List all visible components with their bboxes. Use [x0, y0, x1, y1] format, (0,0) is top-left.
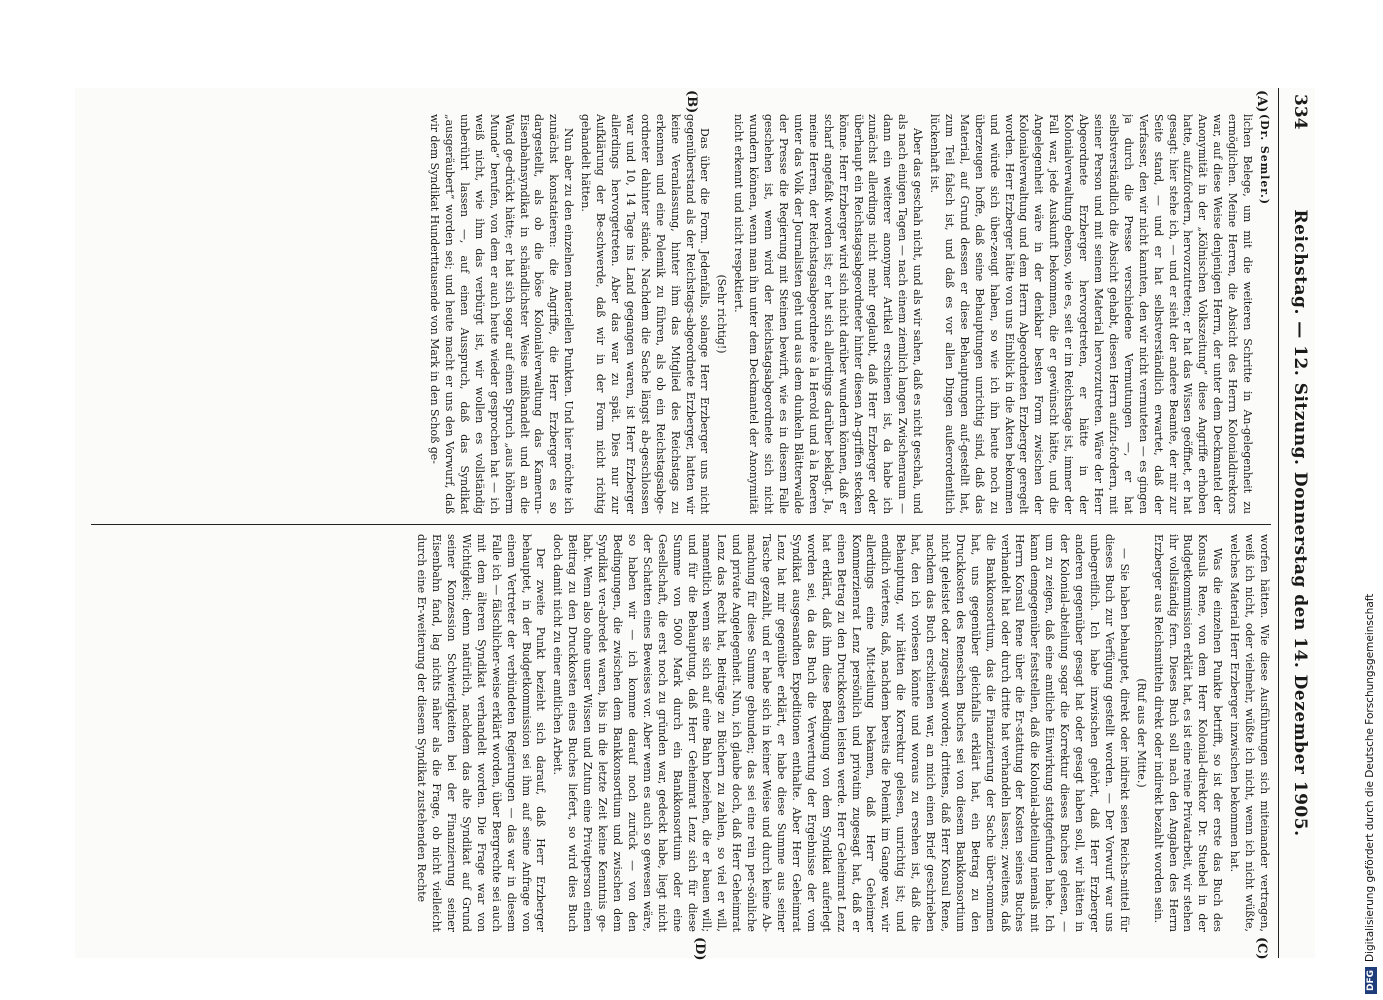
page-header: [1278, 88, 1315, 958]
dfg-logo: DFG: [1365, 967, 1377, 994]
paragraph: lichen Belege, um mit die weiteren Schritte in An-gelegenheit zu ermöglichen. Meine Herren, die Absicht des Herrn Kolonialdirektors war, auf diese Weise denjenigen Herrn, der unter dem Deckmantel der Anonymität in der „Kölnischen Volkszeitung“ diese Angriffe erhoben hatte, aufzufordern, hervorzutreten; er hat das Wissen geöffnet, er hat gesagt: hier stehe ich, — und er sieht der andere Beamte, der mir zur Seite stand, — und er hat selbstverständlich erwartet, daß der Verfasser, den wir nicht kannten, den wir nicht vermuteten — es gingen ja durch die Presse verschiedene Vermutungen —, er hat selbstverständlich die Absicht gehabt, diesen Herrn aufzu-fordern, mit seiner Person und mit seinem Material hervorzutreten. Wäre der Herr Abgeordnete Erzberger hervorgetreten, er hätte in der Kolonialverwaltung ebenso, wie es, seit er im Reichstage ist, immer der Fall war, jede Auskunft bekommen, die er gewünscht hätte, und die Angelegenheit wäre in der denkbar besten Form zwischen der Kolonialverwaltung und dem Herrn Abgeordneten Erzberger geregelt worden. Herr Erzberger hätte von uns Einblick in die Akten bekommen und würde sich über-zeugt haben, so wie ich ihn heute noch zu überzeugen hoffe, daß seine Behauptungen unrichtig sind, daß das Material, auf Grund dessen er diese Behauptungen auf-gestellt hat, zum Teil falsch ist, und daß es vor allen Dingen außerordentlich lückenhaft ist.: [928, 114, 1255, 514]
interjection: (Ruf aus der Mitte.): [1134, 678, 1148, 788]
interjection: (Sehr richtig!): [715, 274, 729, 354]
margin-mark-a: (A): [1254, 90, 1269, 113]
digitization-credit: [1364, 594, 1377, 994]
page-number: 334: [1290, 94, 1310, 130]
paragraph: — Sie haben behauptet, direkt oder indirekt seien Reichs-mittel für dieses Buch zur Verfügung gestellt worden. — Der Vorwurf war uns unbegreiflich. Ich habe inzwischen gehört, daß Herr Erzberger anderen gegenüber gesagt hat oder gesagt haben soll, wir hätten in der Kolonial-abteilung sogar die Korrektur dieses Buches gelesen, — um zu zeigen, daß eine amtliche Einwirkung stattgefunden habe. Ich kann demgegenüber feststellen, daß die Kolonial-abteilung niemals mit Herrn Konsul Rene über die Er-stattung der Kosten seines Buches verhandelt hat oder durch dritte hat verhandeln lassen; zweitens, daß die Bankkonsortium, das die Finanzierung der Sache über-nommen hat, uns gegenüber gleichfalls erklärt hat, ein Betrag zu den Druckkosten des Reneschen Buches sei von diesem Bankkonsortium nicht geleistet oder zugesagt worden; drittens, daß Herr Konsul Rene, nachdem das Buch erschienen war, an mich einen Brief geschrieben hat, den ich vorlesen könnte und woraus zu ersehen ist, daß die Behauptung, wir hätten die Korrektur gelesen, unrichtig ist; und endlich viertens, daß, nachdem bereits die Polemik im Gange war, wir allerdings eine Mit-teilung bekamen, daß Herr Geheimer Kommerzienrat Lenz persönlich und privatim zugesagt hat, daß er einen Betrag zu den Druckkosten leisten werde. Herr Geheimrat Lenz hat erklärt, daß ihm diese Bedingung von dem Syndikat auferlegt worden sei, da das Buch die Verwertung der Ergebnisse der vom Syndikat ausgesandten Expeditionen enthalte. Aber Herr Geheimrat Lenz hat mir gegenüber erklärt, er habe diese Summe aus seiner Tasche gezahlt, und er habe sich in keiner Weise und durch keine Ab-machung für diese Summe gebunden; das sei eine rein per-sönliche und private Angelegenheit. Nun, ich glaube doch, daß Herr Geheimrat Lenz das Recht hat, Beiträge zu Büchern zu zahlen, so viel er will, namentlich wenn sie sich auf eine Bahn beziehen, die er bauen will; und für die Behauptung, daß Herr Geheimrat Lenz sich für diese Summe von 5000 Mark durch ein Bankkonsortium oder eine Gesellschaft, die erst noch zu gründen war, gedeckt habe, liegt nicht der Schatten eines Beweises vor. Aber wenn es auch so gewesen wäre, so haben wir — ich komme darauf noch zurück — von den Bedingungen, die zwischen dem Bankkonsortium und zwischen dem Syndikat ver-abredet waren, bis in die letzte Zeit keine Kenntnis ge-habt. Wenn also ohne unser Wissen und Zutun eine Privatperson einen Beitrag zu den Druckkosten eines Buches liefert, so wird dies Buch doch damit nicht zu einer amtlichen Arbeit.: [551, 534, 1131, 932]
margin-mark-d: (D): [692, 937, 707, 961]
right-column: [91, 534, 1271, 932]
speaker-label: (Dr. Semler.): [1258, 114, 1271, 205]
paragraph: Was die einzelnen Punkte betrifft, so ist der erste das Buch des Konsuls Rene, von dem Herr Kolonial-direktor Dr. Stuebel in der Budgetkommission erklärt hat, es ist eine reine Privatarbeit, wir stehen ihr vollständig fern. Dieses Buch soll nach den Angaben des Herrn Erzberger aus Reichsmitteln direkt oder indirekt bezahlt worden sein.: [1151, 534, 1225, 932]
margin-mark-c: (C): [1254, 937, 1269, 960]
document-page: [75, 88, 1315, 961]
paragraph: worfen hätten. Wie diese Ausführungen sich miteinander vertragen, weiß ich nicht, oder vielmehr, wüßte ich nicht, wenn ich nicht wüßte, welches Material Herr Erzberger inzwischen bekommen hat.: [1228, 534, 1271, 932]
paragraph: Der zweite Punkt bezieht sich darauf, daß Herr Erzberger behauptet, in der Budgetkommission sei ihm auf seine Anfrage von einem Vertreter der verbündeten Regierungen — das war in diesem Falle ich — fälschlicher-weise erklärt worden, über Bergrechte sei auch mit dem älteren Syndikat verhandelt worden. Die Frage war von Wichtigkeit; denn natürlich, nachdem das alte Syndikat auf Grund seiner Konzession Schwierigkeiten bei der Finanzierung seiner Eisenbahn fand, lag nichts näher als die Frage, ob nicht vielleicht durch eine Er-weiterung der diesem Syndikat zustehenden Rechte: [415, 534, 548, 932]
page-title: Reichstag. — 12. Sitzung. Donnerstag den 14. Dezember 1905.: [1290, 209, 1310, 837]
margin-mark-b: (B): [684, 90, 699, 114]
left-column: [91, 114, 1271, 514]
column-divider: [91, 524, 1271, 525]
paragraph: Nun aber zu den einzelnen materiellen Punkten. Und hier möchte ich zunächst konstatieren: die Angriffe, die Herr Erzberger es so dargestellt, als ob die böse Kolonialverwaltung das Kamerun-Eisenbahnsyndikat in schändlichster Weise mißhandelt und an die Wand ge-drückt hätte; er hat sich sogar auf einen Spruch „aus höherm Munde“ berufen, von dem er auch heute wieder gesprochen hat — ich weiß nicht, wie ihm das verbürgt ist, wir wollen es vollständig unberührt lassen —, auf einen Ausspruch, daß das Syndikat „ausgeräubert“ worden sei; und heute macht er uns den Vorwurf, daß wir dem Syndikat Hunderttausende von Mark in den Schoß ge-: [428, 114, 576, 514]
credit-text: Digitalisierung gefördert durch die Deutsche Forschungsgemeinschaft: [1364, 593, 1376, 962]
paragraph: Aber das geschah nicht, und als wir sahen, daß es nicht geschah, und als nach einigen Tagen — nach einem ziemlich langen Zwischenraum — dann ein weiterer anonymer Artikel erschienen ist, da habe ich zunächst allerdings nicht mehr geglaubt, daß Herr Erzberger oder überhaupt ein Reichstagsabgeordneter hinter diesen An-griffen stecken könne. Herr Erzberger wird sich nicht darüber wundern können, daß er scharf angefaßt worden ist; er hat sich allerdings darüber beklagt. Ja, meine Herren, der Reichstagsabgeordnete à la Herold und à la Roeren unter das Volk der Journalisten geht und aus dem dunkeln Blätterwalde der Presse die Regierung mit Steinen bewirft, wie es in diesem Falle geschehen ist, wenn wird der Reichstagsabgeordnete sich nicht wundern können, wenn man ihn unter dem Deckmantel der Anonymität nicht erkennt und nicht respektiert.: [732, 114, 925, 514]
paragraph: Das über die Form. Jedenfalls, solange Herr Erzberger uns nicht gegenüberstand als der Reichstags-abgeordnete Erzberger, hatten wir keine Veranlassung, hinter ihm das Mitglied des Reichstags zu erkennen und eine Polemik zu führen, als ob ein Reichstagsabge-ordneter dahinter stände. Nachdem die Sache längst ab-geschlossen war und 10, 14 Tage ins Land gegangen waren, ist Herr Erzberger allerdings hervorgetreten. Aber das war zu spät. Dies nur zur Aufklärung der Be-schwerde, daß wir in der Form nicht richtig gehandelt hätten.: [579, 114, 712, 514]
